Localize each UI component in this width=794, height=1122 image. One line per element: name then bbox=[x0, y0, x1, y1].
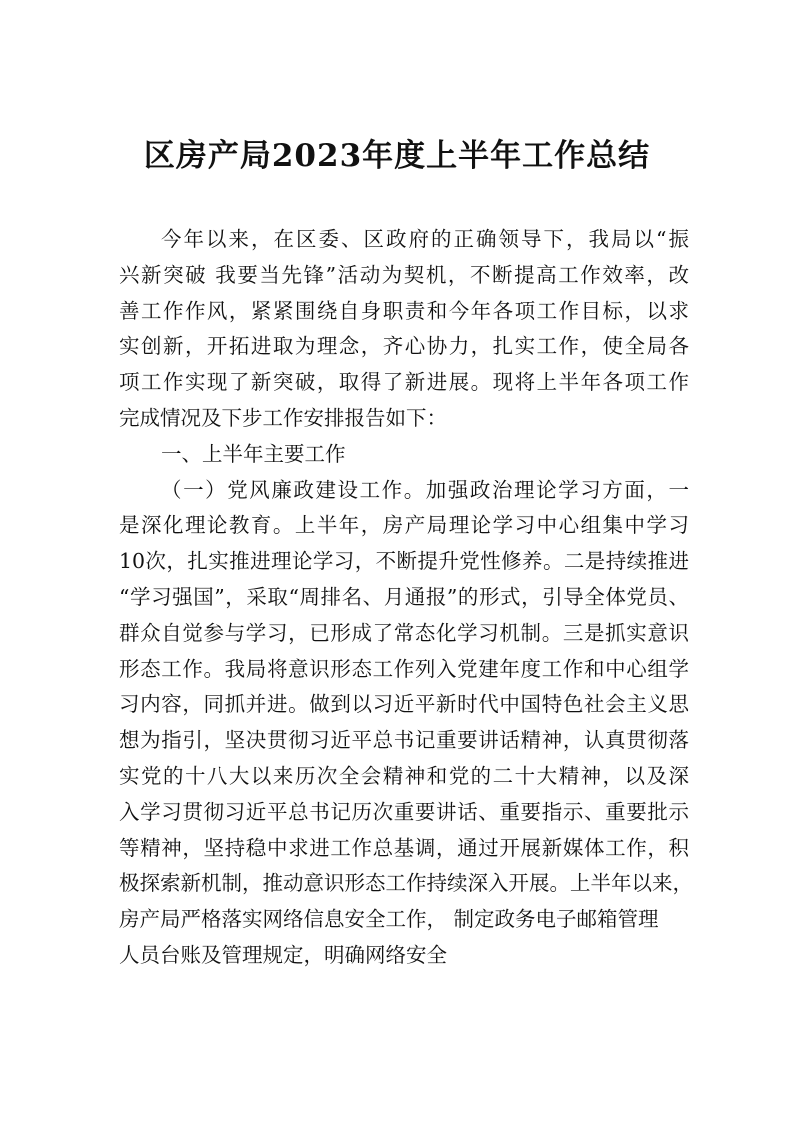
paragraph-line: 房产局严格落实网络信息安全工作， 制定政务电子邮箱管理 bbox=[119, 907, 659, 932]
paragraph-line: 入学习贯彻习近平总书记历次重要讲话、重要指示、重要批示 bbox=[119, 799, 689, 824]
paragraph-line: 10次，扎实推进理论学习，不断提升党性修养。二是持续推进 bbox=[119, 549, 689, 574]
paragraph-line: 完成情况及下步工作安排报告如下： bbox=[119, 405, 447, 430]
paragraph-line: 形态工作。我局将意识形态工作列入党建年度工作和中心组学 bbox=[119, 656, 689, 681]
paragraph-line: 群众自觉参与学习，已形成了常态化学习机制。三是抓实意识 bbox=[119, 620, 689, 645]
document-body bbox=[119, 222, 693, 974]
paragraph-line: 想为指引，坚决贯彻习近平总书记重要讲话精神，认真贯彻落 bbox=[119, 728, 689, 753]
paragraph-line: （一）党风廉政建设工作。加强政治理论学习方面，一 bbox=[161, 477, 689, 502]
paragraph-line: 实创新，开拓进取为理念，齐心协力，扎实工作，使全局各 bbox=[119, 334, 689, 359]
paragraph-line: 极探索新机制，推动意识形态工作持续深入开展。上半年以来， bbox=[119, 871, 693, 896]
paragraph-line: “学习强国”，采取“周排名、月通报”的形式，引导全体党员、 bbox=[119, 584, 689, 609]
document-title: 区房产局2023年度上半年工作总结 bbox=[143, 138, 651, 174]
paragraph-line: 习内容，同抓并进。做到以习近平新时代中国特色社会主义思 bbox=[119, 692, 689, 717]
paragraph-line: 等精神，坚持稳中求进工作总基调，通过开展新媒体工作，积 bbox=[119, 835, 689, 860]
paragraph-line: 项工作实现了新突破，取得了新进展。现将上半年各项工作 bbox=[119, 370, 689, 395]
paragraph-line: 善工作作风，紧紧围绕自身职责和今年各项工作目标，以求 bbox=[119, 298, 689, 323]
paragraph-line: 兴新突破 我要当先锋”活动为契机，不断提高工作效率，改 bbox=[119, 262, 689, 287]
section-heading: 一、上半年主要工作 bbox=[161, 441, 346, 466]
paragraph-line: 人员台账及管理规定，明确网络安全 bbox=[119, 942, 447, 967]
paragraph-line: 今年以来，在区委、区政府的正确领导下，我局以“振 bbox=[161, 227, 689, 251]
paragraph-line: 实党的十八大以来历次全会精神和党的二十大精神，以及深 bbox=[119, 763, 689, 788]
paragraph-line: 是深化理论教育。上半年，房产局理论学习中心组集中学习 bbox=[119, 513, 689, 538]
